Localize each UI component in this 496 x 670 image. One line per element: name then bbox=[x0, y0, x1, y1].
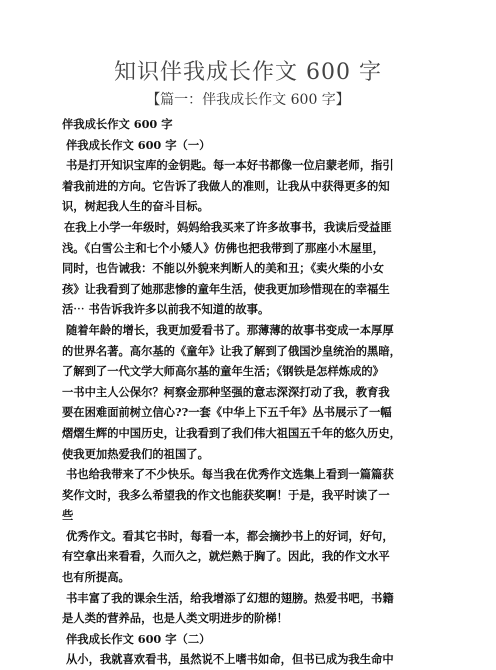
paragraph-line: 随着年龄的增长，我更加爱看书了。那薄薄的故事书变成一本厚厚 bbox=[66, 322, 394, 337]
paragraph-line: 浅。《白雪公主和七个小矮人》仿佛也把我带到了那座小木屋里， bbox=[62, 240, 384, 255]
paragraph-line: 活⋯ 书告诉我许多以前我不知道的故事。 bbox=[62, 302, 270, 317]
paragraph-line: 同时，也告诫我：不能以外貌来判断人的美和丑；《卖火柴的小女 bbox=[62, 261, 384, 276]
paragraph-line: 着我前进的方向。它告诉了我做人的准则，让我从中获得更多的知 bbox=[62, 178, 390, 193]
paragraph-line: 要在困难面前树立信心??一套《中华上下五千年》丛书展示了一幅 bbox=[62, 405, 392, 420]
document-subtitle: 【篇一：伴我成长作文 600 字】 bbox=[146, 92, 350, 108]
paragraph-line: 有空拿出来看看，久而久之，就烂熟于胸了。因此，我的作文水平 bbox=[62, 549, 390, 564]
paragraph-line: 书也给我带来了不少快乐。每当我在优秀作文选集上看到一篇篇获 bbox=[66, 467, 394, 482]
section-heading: 伴我成长作文 600 字 bbox=[62, 117, 173, 131]
paragraph-line: 些 bbox=[62, 508, 74, 523]
section-subheading: 伴我成长作文 600 字（二） bbox=[66, 631, 211, 646]
paragraph-line: 一书中主人公保尔？柯察金那种坚强的意志深深打动了我，教育我 bbox=[62, 384, 390, 399]
paragraph-line: 的世界名著。高尔基的《童年》让我了解到了俄国沙皇统治的黑暗， bbox=[62, 343, 401, 358]
section-subheading: 伴我成长作文 600 字（一） bbox=[66, 137, 211, 152]
paragraph-line: 识，树起我人生的奋斗目标。 bbox=[62, 199, 209, 214]
paragraph-line: 书丰富了我的课余生活，给我增添了幻想的翅膀。热爱书吧，书籍 bbox=[66, 590, 394, 605]
paragraph-line: 熠熠生辉的中国历史，让我看到了我们伟大祖国五千年的悠久历史， bbox=[62, 425, 401, 440]
paragraph-line: 孩》让我看到了她那悲惨的童年生活，使我更加珍惜现在的幸福生 bbox=[62, 281, 390, 296]
paragraph-line: 在我上小学一年级时，妈妈给我买来了许多故事书，我读后受益匪 bbox=[64, 219, 392, 234]
paragraph-line: 也有所提高。 bbox=[62, 570, 130, 585]
document-body bbox=[62, 114, 440, 670]
paragraph-line: 使我更加热爱我们的祖国了。 bbox=[62, 446, 209, 461]
paragraph-line: 了解到了一代文学大师高尔基的童年生活；《钢铁是怎样炼成的》 bbox=[62, 364, 384, 379]
paragraph-line: 奖作文时，我多么希望我的作文也能获奖啊！于是，我平时读了一 bbox=[62, 487, 390, 502]
paragraph-line: 书是打开知识宝库的金钥匙。每一本好书都像一位启蒙老师，指引 bbox=[66, 158, 394, 173]
paragraph-line: 是人类的营养品，也是人类文明进步的阶梯！ bbox=[62, 611, 288, 626]
document-title: 知识伴我成长作文 600 字 bbox=[114, 60, 382, 85]
paragraph-line: 优秀作文。看其它书时，每看一本，都会摘抄书上的好词，好句， bbox=[66, 528, 394, 543]
paragraph-line: 从小，我就喜欢看书，虽然说不上嗜书如命，但书已成为我生命中 bbox=[66, 652, 394, 667]
